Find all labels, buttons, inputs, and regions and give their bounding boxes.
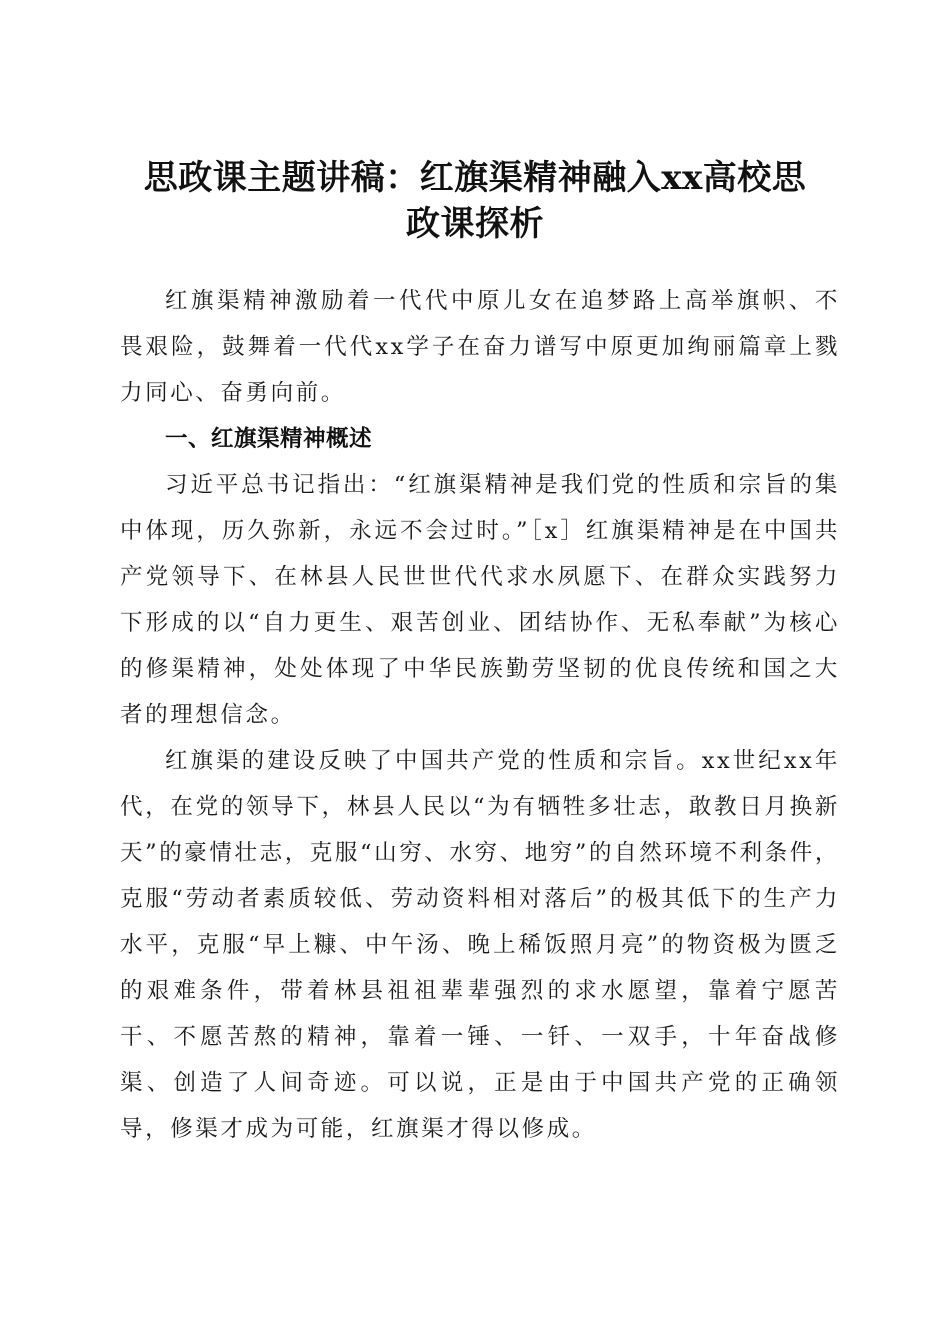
section-heading: 一、红旗渠精神概述 — [165, 426, 373, 452]
document-body — [120, 278, 840, 1152]
title-line-2: 政课探析 — [406, 203, 544, 244]
body-paragraph: 红旗渠的建设反映了中国共产党的性质和宗旨。xx世纪xx年代，在党的领导下，林县人民以“为有牺牲多壮志，敢教日月换新天”的豪情壮志，克服“山穷、水穷、地穷”的自然环境不利条件，克服“劳动者素质较低、劳动资料相对落后”的极其低下的生产力水平，克服“早上糠、中午汤、晚上稀饭照月亮”的物资极为匮乏的艰难条件，带着林县祖祖辈辈强烈的求水愿望，靠着宁愿苦干、不愿苦熬的精神，靠着一锤、一钎、一双手，十年奋战修渠、创造了人间奇迹。可以说，正是由于中国共产党的正确领导，修渠才成为可能，红旗渠才得以修成。 — [120, 748, 841, 1142]
title-line-1: 思政课主题讲稿：红旗渠精神融入xx高校思 — [143, 157, 807, 198]
document-title — [110, 155, 840, 247]
body-paragraph: 习近平总书记指出：“红旗渠精神是我们党的性质和宗旨的集中体现，历久弥新，永远不会过时。”［x］红旗渠精神是在中国共产党领导下、在林县人民世世代代求水夙愿下、在群众实践努力下形成的以“自力更生、艰苦创业、团结协作、无私奉献”为核心的修渠精神，处处体现了中华民族勤劳坚韧的优良传统和国之大者的理想信念。 — [120, 472, 840, 728]
intro-paragraph: 红旗渠精神激励着一代代中原儿女在追梦路上高举旗帜、不畏艰险，鼓舞着一代代xx学子在奋力谱写中原更加绚丽篇章上戮力同心、奋勇向前。 — [120, 288, 840, 406]
